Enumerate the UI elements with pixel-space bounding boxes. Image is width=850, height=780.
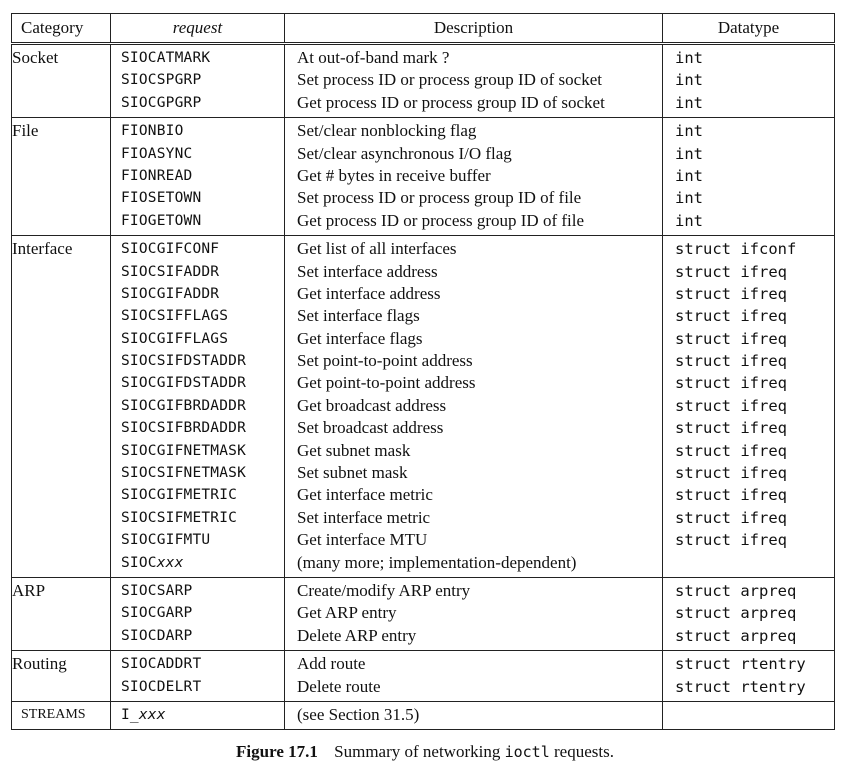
request-description: Get list of all interfaces: [297, 239, 457, 259]
request-name: SIOCSPGRP: [121, 72, 202, 89]
request-datatype: struct arpreq: [675, 581, 797, 600]
request-datatype: struct ifreq: [675, 352, 787, 371]
category-cell: ARP: [12, 577, 111, 650]
request-datatype: struct ifreq: [675, 419, 787, 438]
request-name: SIOCADDRT: [121, 656, 202, 673]
request-datatype: struct ifreq: [675, 307, 787, 326]
request-name: SIOCATMARK: [121, 50, 211, 66]
description-cell: [285, 44, 663, 118]
request-cell: [111, 118, 285, 236]
category-cell: STREAMS: [12, 701, 111, 729]
request-description: Delete ARP entry: [297, 625, 417, 645]
request-placeholder: xxx: [156, 554, 184, 571]
request-datatype: struct ifreq: [675, 464, 787, 483]
request-name: FIONBIO: [121, 123, 184, 140]
table-header: [12, 14, 835, 44]
table-row: [12, 701, 835, 729]
table-row: [12, 236, 835, 578]
request-name: SIOCGARP: [121, 605, 193, 622]
request-prefix: I_: [121, 706, 139, 723]
request-datatype: int: [675, 189, 703, 208]
category-group: [12, 651, 835, 702]
datatype-cell: [663, 701, 835, 729]
request-description: Get interface address: [297, 283, 441, 303]
request-name: FIOSETOWN: [121, 190, 202, 207]
description-cell: [285, 118, 663, 236]
request-description: Get broadcast address: [297, 395, 447, 415]
request-description: Set interface address: [297, 261, 438, 281]
request-datatype: [663, 552, 834, 574]
request-name: SIOCGIFMTU: [121, 532, 211, 549]
datatype-cell: [663, 651, 835, 702]
request-name: SIOCDELRT: [121, 678, 202, 695]
datatype-cell: [663, 44, 835, 118]
datatype-cell: [663, 236, 835, 578]
description-cell: [285, 577, 663, 650]
request-datatype: struct ifreq: [675, 374, 787, 393]
request-name: SIOCSIFNETMASK: [121, 465, 247, 482]
request-datatype: struct ifreq: [675, 329, 787, 348]
request-description: Set subnet mask: [297, 463, 408, 483]
request-name: SIOCSIFBRDADDR: [121, 420, 247, 437]
request-name: SIOCGIFADDR: [121, 285, 220, 302]
category-group: [12, 236, 835, 578]
table-row: [12, 577, 835, 650]
request-description: Set/clear asynchronous I/O flag: [297, 143, 512, 163]
request-description: Set interface metric: [297, 507, 431, 527]
request-name: SIOCGIFNETMASK: [121, 442, 247, 459]
request-description: Get process ID or process group ID of socket: [297, 92, 605, 112]
request-cell: [111, 701, 285, 729]
description-cell: [285, 651, 663, 702]
request-name: [111, 552, 284, 574]
request-description: Get point-to-point address: [297, 373, 476, 393]
request-datatype: int: [675, 122, 703, 141]
request-cell: [111, 577, 285, 650]
request-description: Delete route: [297, 676, 381, 696]
request-description: At out-of-band mark ?: [297, 48, 450, 67]
header-description: Description: [285, 14, 663, 44]
table-row: [12, 118, 835, 236]
request-datatype: int: [675, 211, 703, 230]
request-datatype: int: [675, 166, 703, 185]
table-row: [12, 44, 835, 118]
request-name: SIOCGIFFLAGS: [121, 330, 229, 347]
request-description: Create/modify ARP entry: [297, 580, 471, 600]
caption-code: ioctl: [504, 743, 550, 761]
request-name: SIOCGIFBRDADDR: [121, 397, 247, 414]
request-description: Get interface MTU: [297, 530, 428, 550]
request-datatype: int: [675, 144, 703, 163]
request-datatype: int: [675, 49, 703, 67]
category-cell: Interface: [12, 236, 111, 578]
request-datatype: struct ifreq: [675, 531, 787, 550]
request-description: Set broadcast address: [297, 418, 444, 438]
request-datatype: struct ifreq: [675, 508, 787, 527]
request-name: SIOCGIFCONF: [121, 241, 220, 258]
category-cell: File: [12, 118, 111, 236]
request-datatype: [663, 704, 834, 726]
request-datatype: struct ifreq: [675, 284, 787, 303]
description-cell: [285, 236, 663, 578]
request-name: SIOCSARP: [121, 582, 193, 599]
category-group: [12, 118, 835, 236]
request-description: Set process ID or process group ID of socket: [297, 70, 602, 90]
category-group: [12, 577, 835, 650]
request-description: Set point-to-point address: [297, 351, 473, 371]
request-name: SIOCDARP: [121, 627, 193, 644]
request-cell: [111, 236, 285, 578]
request-datatype: struct ifreq: [675, 396, 787, 415]
request-name: FIOASYNC: [121, 145, 193, 162]
request-cell: [111, 44, 285, 118]
request-name: FIOGETOWN: [121, 212, 202, 229]
request-name: FIONREAD: [121, 167, 193, 184]
request-datatype: struct arpreq: [675, 626, 797, 645]
request-description: Get subnet mask: [297, 440, 411, 460]
category-cell: Socket: [12, 44, 111, 118]
request-description: Add route: [297, 654, 366, 674]
request-name: SIOCGIFMETRIC: [121, 487, 238, 504]
description-cell: [285, 701, 663, 729]
header-request: request: [111, 14, 285, 44]
request-datatype: struct ifreq: [675, 486, 787, 505]
request-datatype: int: [675, 71, 703, 90]
ioctl-requests-table: [11, 13, 835, 730]
request-datatype: struct rtentry: [675, 677, 806, 696]
request-datatype: struct ifreq: [675, 441, 787, 460]
request-name: SIOCSIFFLAGS: [121, 308, 229, 325]
request-datatype: struct arpreq: [675, 604, 797, 623]
request-description: Set/clear nonblocking flag: [297, 121, 477, 141]
request-prefix: SIOC: [121, 554, 157, 571]
request-cell: [111, 651, 285, 702]
request-name: SIOCGIFDSTADDR: [121, 375, 247, 392]
request-name: SIOCSIFDSTADDR: [121, 353, 247, 370]
caption-text-after: requests.: [554, 742, 614, 761]
request-datatype: int: [675, 93, 703, 112]
request-name: SIOCGPGRP: [121, 94, 202, 111]
request-description: Set process ID or process group ID of file: [297, 188, 582, 208]
request-description: Get # bytes in receive buffer: [297, 165, 491, 185]
header-datatype: Datatype: [663, 14, 835, 44]
request-datatype: struct ifreq: [675, 262, 787, 281]
request-name: [111, 704, 284, 726]
request-description: Get ARP entry: [297, 603, 397, 623]
request-name: SIOCSIFADDR: [121, 263, 220, 280]
request-datatype: struct rtentry: [675, 655, 806, 674]
header-category: Category: [12, 14, 111, 44]
request-description: (see Section 31.5): [297, 704, 420, 724]
category-group: [12, 44, 835, 118]
figure-caption: [0, 742, 850, 762]
request-placeholder: xxx: [138, 706, 166, 723]
category-cell: Routing: [12, 651, 111, 702]
request-datatype: struct ifconf: [675, 240, 797, 259]
category-group: [12, 701, 835, 729]
request-description: Set interface flags: [297, 306, 420, 326]
request-description: Get interface flags: [297, 328, 423, 348]
figure-label: Figure 17.1: [236, 742, 318, 761]
request-description: Get interface metric: [297, 485, 433, 505]
request-description: Get process ID or process group ID of file: [297, 210, 585, 230]
caption-text-before: Summary of networking: [334, 742, 501, 761]
datatype-cell: [663, 118, 835, 236]
table-row: [12, 651, 835, 702]
request-name: SIOCSIFMETRIC: [121, 509, 238, 526]
header-row: [12, 14, 835, 44]
datatype-cell: [663, 577, 835, 650]
request-description: (many more; implementation-dependent): [297, 552, 577, 572]
